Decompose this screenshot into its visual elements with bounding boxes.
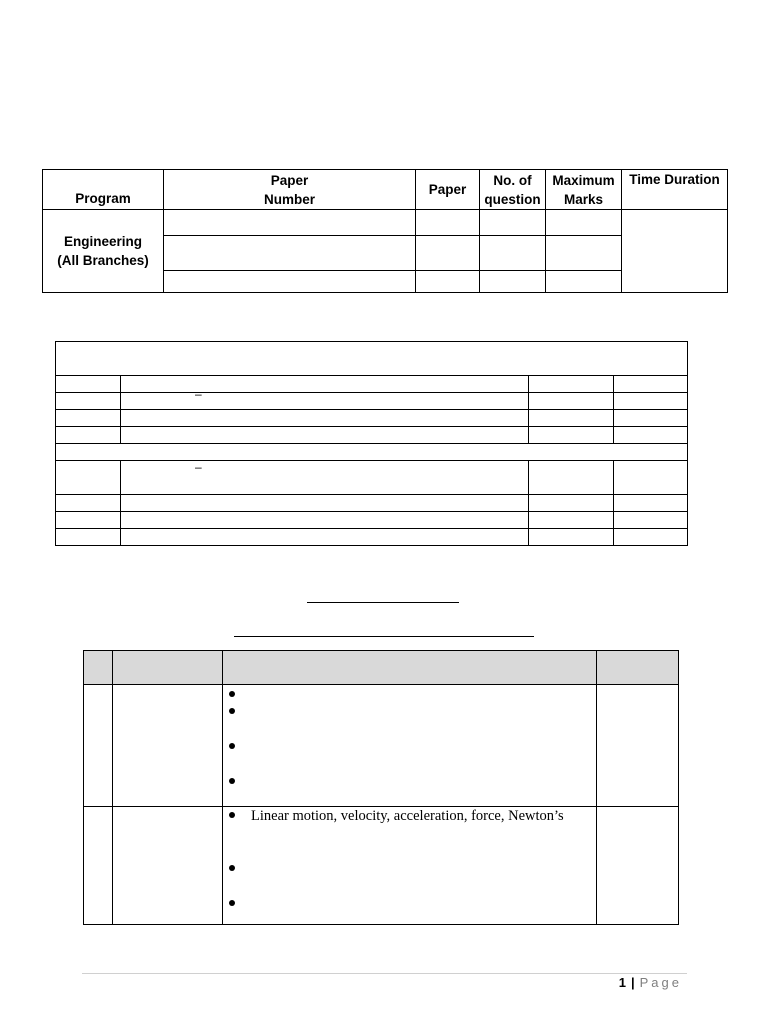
table-cell (597, 685, 679, 807)
table-cell (164, 271, 416, 293)
topic-list (223, 807, 596, 923)
marks-distribution-table (55, 341, 688, 546)
program-cell (43, 210, 164, 293)
page-label: Page (639, 975, 682, 990)
topic-list (223, 685, 596, 805)
exam-pattern-table (42, 169, 728, 293)
header-marks (546, 170, 622, 210)
header-paper-text: Paper (428, 182, 467, 197)
dash-mark: – (195, 387, 202, 401)
table-cell (56, 495, 121, 512)
header-paper-number-line1: Paper (270, 172, 309, 188)
page-number: 1 (618, 975, 627, 990)
list-item (229, 861, 251, 878)
table-cell (416, 271, 480, 293)
table-cell (546, 236, 622, 271)
table-cell (416, 210, 480, 236)
time-duration-cell (622, 210, 728, 293)
table-cell (614, 376, 688, 393)
table-cell (614, 427, 688, 444)
table-cell (56, 427, 121, 444)
heading-underline-2 (234, 636, 534, 637)
bullet-icon (229, 778, 235, 784)
header-paper-number-line2: Number (263, 191, 315, 207)
topic-text: Linear motion, velocity, acceleration, force, Newton’s (251, 808, 564, 824)
table-cell (56, 376, 121, 393)
bullet-icon (229, 900, 235, 906)
table-cell (113, 807, 223, 925)
table-cell (529, 393, 614, 410)
table-title-row (56, 342, 688, 376)
section-row (56, 444, 688, 461)
table-cell (597, 807, 679, 925)
header-paper-number (164, 170, 416, 210)
program-line2: (All Branches) (57, 253, 149, 268)
header-questions-line2: question (484, 191, 541, 207)
header-program (43, 170, 164, 210)
topics-cell (223, 807, 597, 925)
header-cell (113, 651, 223, 685)
bullet-icon (229, 691, 235, 697)
program-line1: Engineering (63, 234, 142, 249)
header-paper (416, 170, 480, 210)
table-cell (121, 461, 529, 495)
table-cell (529, 495, 614, 512)
list-item (229, 687, 251, 704)
header-questions (480, 170, 546, 210)
bullet-icon (229, 708, 235, 714)
table-cell (56, 410, 121, 427)
table-cell (546, 271, 622, 293)
table-cell (416, 236, 480, 271)
table-cell (121, 410, 529, 427)
syllabus-table (83, 650, 679, 925)
table-cell (480, 236, 546, 271)
table-cell (121, 495, 529, 512)
header-cell (597, 651, 679, 685)
dash-mark: – (195, 460, 202, 474)
header-cell (84, 651, 113, 685)
table-cell (529, 512, 614, 529)
table-cell (121, 387, 529, 410)
table-cell (121, 376, 529, 393)
table-cell (121, 529, 529, 546)
bullet-icon (229, 812, 235, 818)
table-cell (84, 807, 113, 925)
topics-cell (223, 685, 597, 807)
header-time-duration (622, 170, 728, 210)
table-cell (529, 529, 614, 546)
header-marks-line2: Marks (563, 191, 604, 207)
table-cell (56, 393, 121, 410)
table-cell (614, 410, 688, 427)
table-cell (529, 410, 614, 427)
page-footer (619, 975, 682, 990)
table-cell (121, 512, 529, 529)
list-item (229, 739, 251, 756)
bullet-icon (229, 743, 235, 749)
table-cell (121, 427, 529, 444)
table-cell (614, 393, 688, 410)
table-cell (529, 427, 614, 444)
table-cell (614, 512, 688, 529)
table-cell (529, 461, 614, 495)
list-item (229, 704, 251, 721)
header-time-duration-text: Time Duration (629, 172, 720, 187)
header-cell (223, 651, 597, 685)
table-cell (164, 210, 416, 236)
table-cell (164, 236, 416, 271)
header-questions-line1: No. of (493, 172, 532, 188)
table-cell (529, 376, 614, 393)
heading-underline-1 (307, 602, 459, 603)
table-cell (56, 461, 121, 495)
table-cell (614, 495, 688, 512)
table-cell (113, 685, 223, 807)
page-separator: | (630, 975, 636, 990)
table-cell (480, 271, 546, 293)
footer-divider (82, 973, 687, 974)
table-cell (56, 512, 121, 529)
list-item (229, 896, 251, 913)
header-marks-line1: Maximum (552, 172, 615, 188)
list-item (229, 808, 564, 825)
bullet-icon (229, 865, 235, 871)
table-cell (614, 461, 688, 495)
table-cell (614, 529, 688, 546)
table-cell (480, 210, 546, 236)
table-cell (56, 529, 121, 546)
list-item (229, 774, 251, 791)
table-cell (546, 210, 622, 236)
table-cell (84, 685, 113, 807)
header-program-text: Program (75, 191, 131, 206)
